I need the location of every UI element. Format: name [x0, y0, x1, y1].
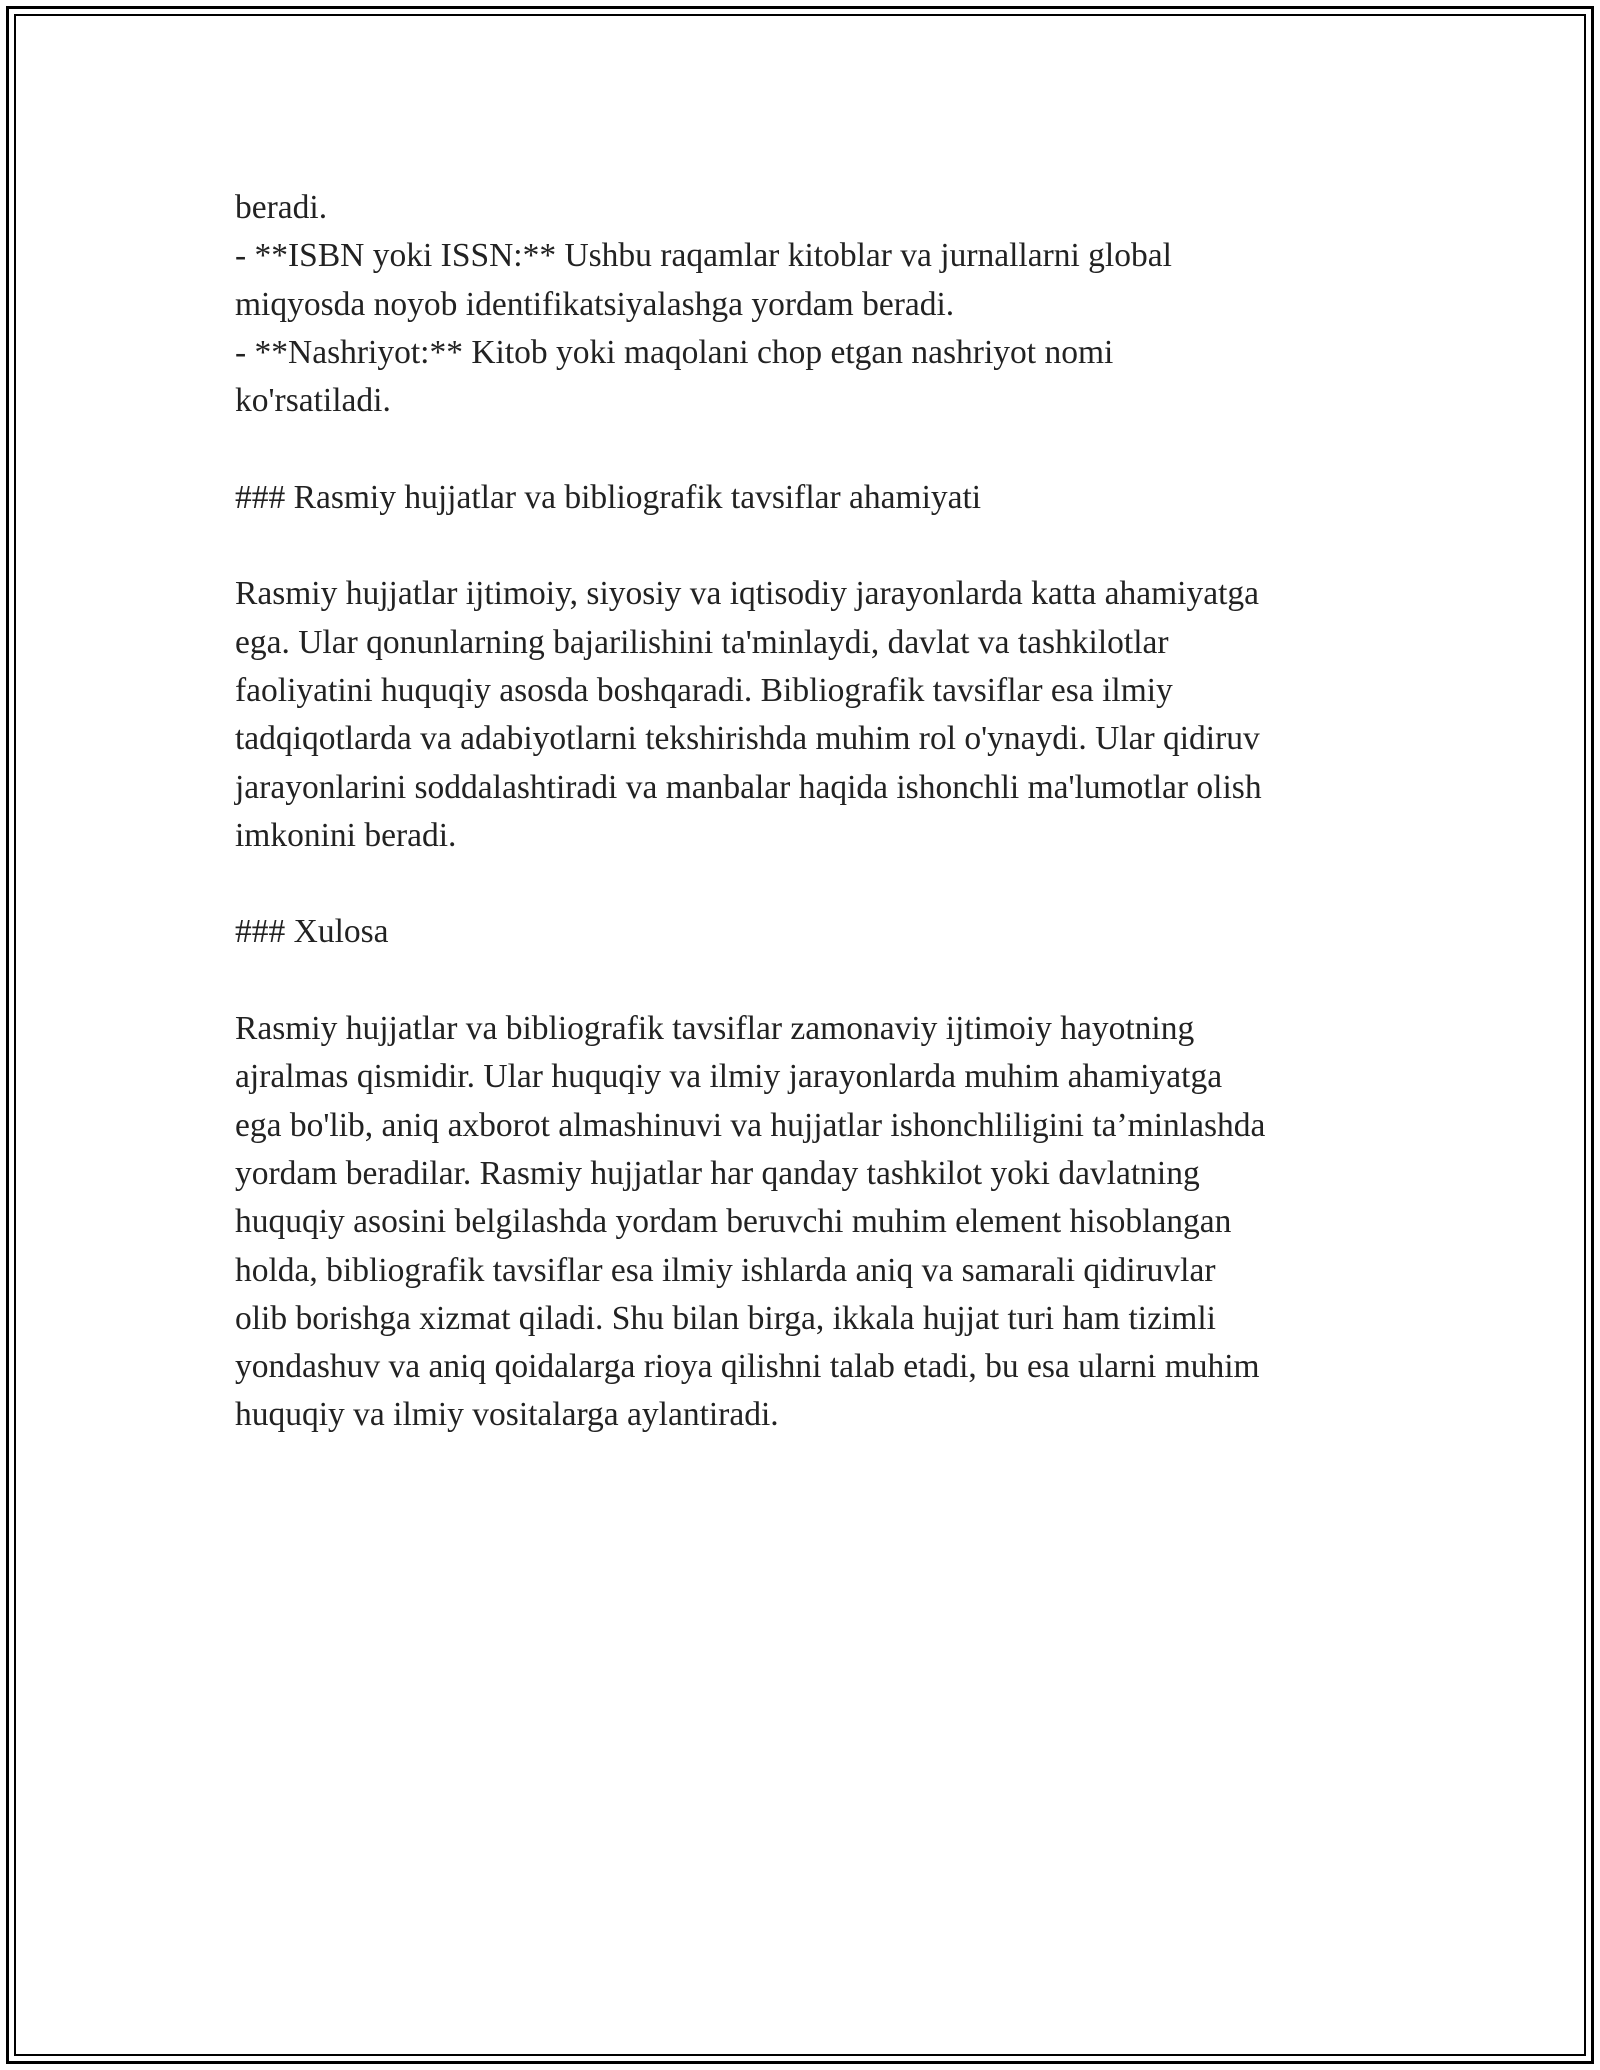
blank-line	[235, 860, 1405, 908]
text-line: - **Nashriyot:** Kitob yoki maqolani chop etgan nashriyot nomi	[235, 333, 1114, 371]
paragraph-metadata-fields	[235, 184, 1405, 425]
section-heading	[235, 474, 1405, 522]
paragraph-conclusion	[235, 1005, 1405, 1440]
text-line: huquqiy asosini belgilashda yordam beruvchi muhim element hisoblangan	[235, 1203, 1232, 1241]
text-line: olib borishga xizmat qiladi. Shu bilan birga, ikkala hujjat turi ham tizimli	[235, 1299, 1216, 1337]
section-heading	[235, 908, 1405, 956]
text-line: Rasmiy hujjatlar ijtimoiy, siyosiy va iqtisodiy jarayonlarda katta ahamiyatga	[235, 575, 1260, 613]
text-line: tadqiqotlarda va adabiyotlarni tekshirishda muhim rol o'ynaydi. Ular qidiruv	[235, 720, 1260, 758]
text-line: faoliyatini huquqiy asosda boshqaradi. Bibliografik tavsiflar esa ilmiy	[235, 671, 1173, 709]
document-body	[235, 184, 1405, 1440]
blank-line	[235, 957, 1405, 1005]
text-line: ko'rsatiladi.	[235, 382, 391, 420]
text-line: yordam beradilar. Rasmiy hujjatlar har qanday tashkilot yoki davlatning	[235, 1154, 1200, 1192]
text-line: miqyosda noyob identifikatsiyalashga yordam beradi.	[235, 285, 955, 323]
heading-line: ### Xulosa	[235, 913, 389, 951]
text-line: ajralmas qismidir. Ular huquqiy va ilmiy jarayonlarda muhim ahamiyatga	[235, 1058, 1223, 1096]
text-line: jarayonlarini soddalashtiradi va manbalar haqida ishonchli ma'lumotlar olish	[235, 768, 1262, 806]
text-line: Rasmiy hujjatlar va bibliografik tavsiflar zamonaviy ijtimoiy hayotning	[235, 1010, 1195, 1048]
text-line: beradi.	[235, 189, 328, 226]
text-line: ega bo'lib, aniq axborot almashinuvi va hujjatlar ishonchliligini ta’minlashda	[235, 1106, 1266, 1144]
blank-line	[235, 522, 1405, 570]
text-line: huquqiy va ilmiy vositalarga aylantiradi.	[235, 1396, 779, 1434]
text-line: holda, bibliografik tavsiflar esa ilmiy ishlarda aniq va samarali qidiruvlar	[235, 1251, 1216, 1289]
text-line: - **ISBN yoki ISSN:** Ushbu raqamlar kitoblar va jurnallarni global	[235, 237, 1172, 275]
text-line: ega. Ular qonunlarning bajarilishini ta'minlaydi, davlat va tashkilotlar	[235, 623, 1169, 661]
text-line: yondashuv va aniq qoidalarga rioya qilishni talab etadi, bu esa ularni muhim	[235, 1348, 1260, 1386]
text-line: imkonini beradi.	[235, 816, 457, 854]
heading-line: ### Rasmiy hujjatlar va bibliografik tavsiflar ahamiyati	[235, 478, 982, 516]
paragraph-importance	[235, 570, 1405, 860]
blank-line	[235, 425, 1405, 473]
